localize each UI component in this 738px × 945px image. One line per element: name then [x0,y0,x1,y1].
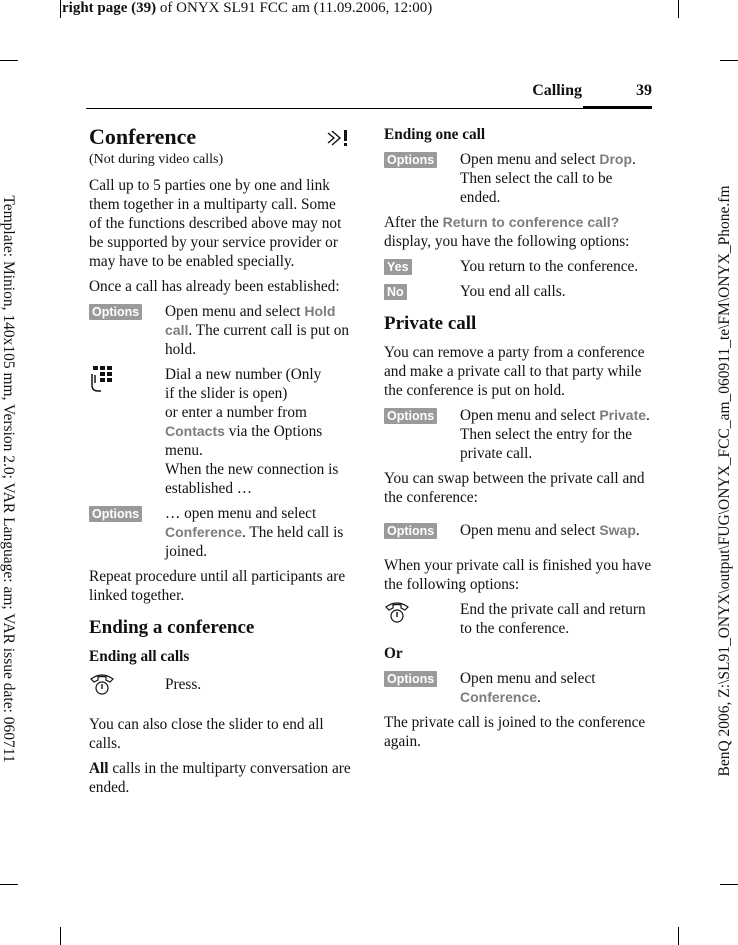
subsection-heading: Ending all calls [89,648,190,665]
menu-item: Conference [460,689,538,705]
end-call-key [384,611,410,628]
keypad-icon [89,380,119,397]
options-softkey[interactable]: Options [384,671,437,687]
network-dependent-icon [326,129,352,152]
paragraph: All calls in the multiparty conversation are ended. [89,760,351,796]
step-rejoin: Options Open menu and select Conference. [384,669,652,707]
step-press: Press. [89,672,352,701]
intro-paragraph: Call up to 5 parties one by one and link them together in a multiparty call. Some of the functions described above may not be supported by your service provider or may have to be enabled specially. [89,177,342,270]
menu-item: Conference [165,524,243,540]
menu-item: Hold call [165,303,336,338]
template-info: Template: Minion, 140x105 mm, Version 2.0; VAR Language: am; VAR issue date: 060711 [0,195,17,763]
option-no: No You end all calls. [384,282,652,301]
paragraph: You can remove a party from a conference and make a private call to that party while the conference is put on hold. [384,344,645,399]
subtitle: (Not during video calls) [89,152,224,167]
crop-mark [60,927,61,945]
header-rule-accent [583,106,652,108]
option-yes: Yes You return to the conference. [384,257,652,276]
crop-mark [678,927,679,945]
end-call-key [89,683,115,700]
subsection-heading: Ending one call [384,126,486,143]
section-heading: Ending a conference [89,617,255,638]
paragraph: Repeat procedure until all participants are linked together. [89,568,346,604]
left-column [89,123,352,803]
print-info-bar: right page (39) of ONYX SL91 FCC am (11.09.2006, 12:00) [62,0,433,16]
paragraph: You can also close the slider to end all calls. [89,716,324,752]
paragraph: You can swap between the private call and the conference: [384,470,645,506]
crop-mark [0,60,18,61]
display-text: Return to conference call? [442,214,620,230]
menu-item: Private [599,407,647,423]
crop-mark [720,60,738,61]
section-heading: Private call [384,313,477,334]
menu-item: Drop [599,151,632,167]
page-number: 39 [636,82,652,99]
paragraph: After the Return to conference call? display, you have the following options: [384,214,630,250]
crop-mark [678,0,679,18]
page-title: Conference [89,124,197,149]
step-end-private: End the private call and return to the conference. [384,600,652,638]
paragraph: Once a call has already been established: [89,278,340,295]
section-title: Calling [532,82,582,99]
header-rule [86,108,652,109]
step-drop: Options Open menu and select Drop. Then select the call to be ended. [384,150,652,207]
file-path-info: BenQ 2006, Z:\SL91_ONYX\output\FUG\ONYX_FCC_am_060911_te\FM\ONYX_Phone.fm [716,185,733,777]
menu-item: Swap [599,522,636,538]
step-conference: Options … open menu and select Conference. The held call is joined. [89,504,352,561]
yes-softkey[interactable]: Yes [384,259,412,275]
paragraph: When your private call is finished you have the following options: [384,557,652,593]
menu-item: Contacts [165,423,225,439]
right-column [384,123,652,757]
crop-mark [60,0,61,18]
options-softkey[interactable]: Options [384,408,437,424]
options-softkey[interactable]: Options [89,304,142,320]
running-header [532,82,652,100]
or-label: Or [384,645,403,662]
step-swap: Options Open menu and select Swap. [384,521,652,540]
options-softkey[interactable]: Options [384,523,437,539]
no-softkey[interactable]: No [384,284,407,300]
options-softkey[interactable]: Options [384,152,437,168]
paragraph: The private call is joined to the conference again. [384,714,646,750]
options-softkey[interactable]: Options [89,506,142,522]
step-dial: Dial a new number (Only if the slider is open) or enter a number from Contacts via the Options menu. When the new connection is established … [89,365,352,498]
step-private: Options Open menu and select Private. Then select the entry for the private call. [384,406,652,463]
step-hold: Options Open menu and select Hold call. The current call is put on hold. [89,302,352,359]
